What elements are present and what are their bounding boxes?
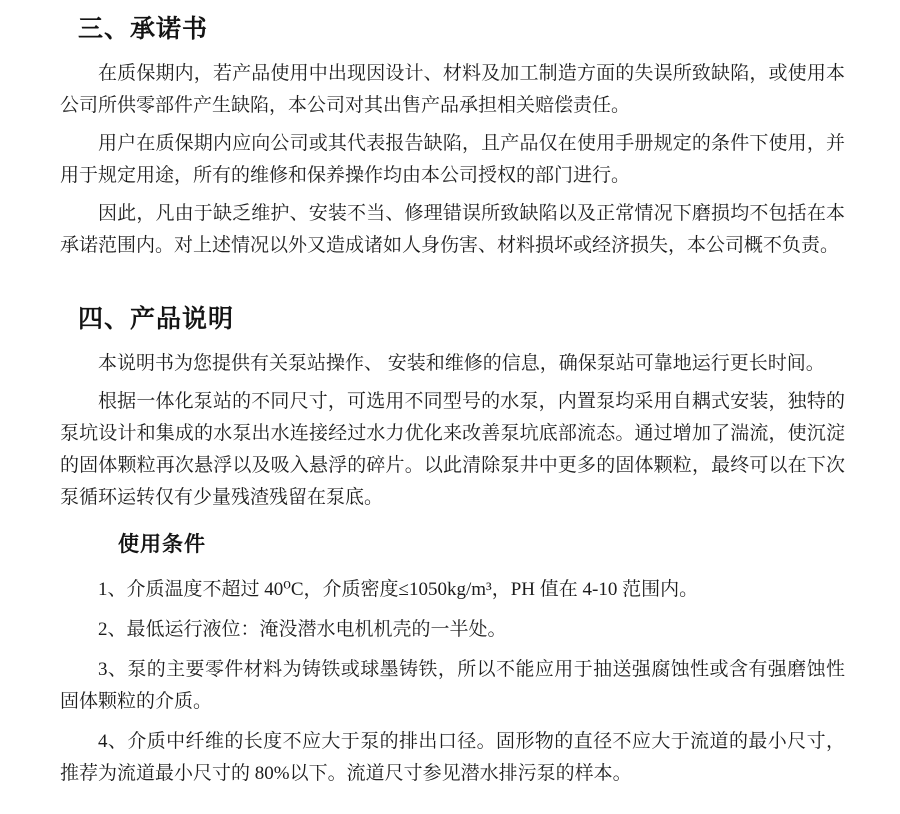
usage-condition-1: 1、介质温度不超过 40⁰C，介质密度≤1050kg/m³，PH 值在 4-10 范围内。: [98, 579, 699, 600]
product-description-paragraph-1: 本说明书为您提供有关泵站操作、 安装和维修的信息，确保泵站可靠地运行更长时间。: [98, 353, 825, 374]
section-heading-product-description: 四、产品说明: [78, 305, 235, 333]
commitment-paragraph-3: 因此，凡由于缺乏维护、安装不当、修理错误所致缺陷以及正常情况下磨损均不包括在本承诺范围内。对上述情况以外又造成诸如人身伤害、材料损坏或经济损失，本公司概不负责。: [60, 203, 845, 256]
section-heading-commitment: 三、承诺书: [78, 15, 209, 43]
usage-condition-2: 2、最低运行液位：淹没潜水电机机壳的一半处。: [98, 619, 507, 640]
subsection-heading-usage-conditions: 使用条件: [118, 533, 206, 556]
commitment-paragraph-2: 用户在质保期内应向公司或其代表报告缺陷，且产品仅在使用手册规定的条件下使用，并用于规定用途，所有的维修和保养操作均由本公司授权的部门进行。: [60, 133, 845, 186]
product-description-paragraph-2: 根据一体化泵站的不同尺寸，可选用不同型号的水泵，内置泵均采用自耦式安装，独特的泵坑设计和集成的水泵出水连接经过水力优化来改善泵坑底部流态。通过增加了湍流，使沉淀的固体颗粒再次悬浮以及吸入悬浮的碎片。以此清除泵井中更多的固体颗粒，最终可以在下次泵循环运转仅有少量残渣残留在泵底。: [60, 391, 845, 508]
usage-condition-4: 4、介质中纤维的长度不应大于泵的排出口径。固形物的直径不应大于流道的最小尺寸，推荐为流道最小尺寸的 80%以下。流道尺寸参见潜水排污泵的样本。: [60, 731, 845, 784]
commitment-paragraph-1: 在质保期内，若产品使用中出现因设计、材料及加工制造方面的失误所致缺陷，或使用本公司所供零部件产生缺陷，本公司对其出售产品承担相关赔偿责任。: [60, 63, 845, 116]
usage-condition-3: 3、泵的主要零件材料为铸铁或球墨铸铁，所以不能应用于抽送强腐蚀性或含有强磨蚀性固体颗粒的介质。: [60, 659, 845, 712]
